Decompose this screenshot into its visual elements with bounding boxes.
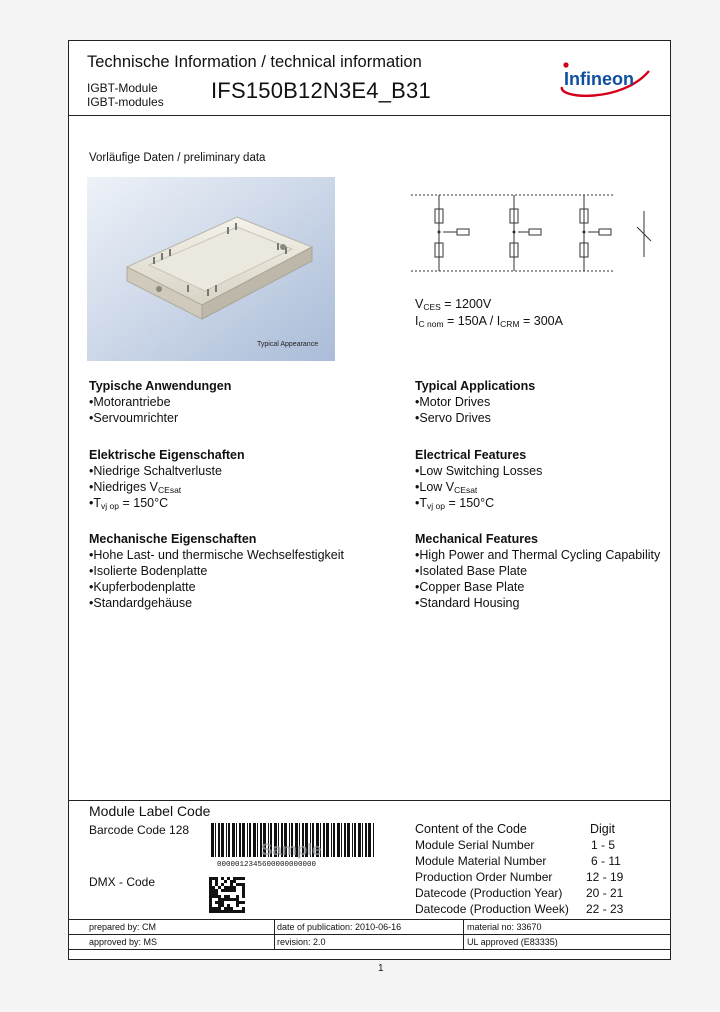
datamatrix-cell <box>224 907 227 910</box>
datamatrix-cell <box>215 901 218 904</box>
code-row-digit: 20 - 21 <box>586 886 624 900</box>
code-row-name: Module Serial Number <box>415 838 535 852</box>
datamatrix-cell <box>230 907 233 910</box>
barcode-bar <box>232 823 235 857</box>
datamatrix-cell <box>215 883 218 886</box>
barcode-bar <box>373 823 374 857</box>
datamatrix-cell <box>209 904 212 907</box>
barcode-bar <box>362 823 363 857</box>
barcode-bar <box>347 823 350 857</box>
list-item: • Motor Drives <box>415 395 490 409</box>
datamatrix-cell <box>233 886 236 889</box>
datamatrix-cell <box>236 904 239 907</box>
header-divider <box>69 115 670 116</box>
list-item: • Copper Base Plate <box>415 580 524 594</box>
code-row-digit: 6 - 11 <box>591 854 621 868</box>
list-item: • Low Switching Losses <box>415 464 542 478</box>
datamatrix-cell <box>227 886 230 889</box>
datamatrix-cell <box>239 883 242 886</box>
datamatrix-cell <box>218 904 221 907</box>
footer-row <box>69 934 670 950</box>
label-divider <box>69 800 670 801</box>
barcode-bar <box>242 823 245 857</box>
section-heading-applications-en: Typical Applications <box>415 379 536 393</box>
datamatrix-cell <box>233 898 236 901</box>
datamatrix-cell <box>212 886 215 889</box>
datamatrix-cell <box>230 886 233 889</box>
datamatrix-cell <box>236 877 239 880</box>
section-heading-mechanical-de: Mechanische Eigenschaften <box>89 532 257 546</box>
datamatrix-cell <box>242 910 245 913</box>
barcode-bar <box>354 823 356 857</box>
datamatrix-cell <box>212 892 215 895</box>
datamatrix-cell <box>236 910 239 913</box>
datamatrix-cell <box>233 880 236 883</box>
barcode-bar <box>368 823 371 857</box>
datamatrix-cell <box>230 898 233 901</box>
barcode-bar <box>253 823 256 857</box>
barcode-bar <box>333 823 335 857</box>
datamatrix-cell <box>230 880 233 883</box>
datamatrix-cell <box>212 907 215 910</box>
content-heading: Content of the Code <box>415 822 527 836</box>
code-row-name: Production Order Number <box>415 870 553 884</box>
datamatrix-cell <box>209 907 212 910</box>
datamatrix-cell <box>218 901 221 904</box>
digit-heading: Digit <box>590 822 616 836</box>
datamatrix-cell <box>236 898 239 901</box>
part-number: IFS150B12N3E4_B31 <box>211 78 431 103</box>
datamatrix-cell <box>218 886 221 889</box>
list-item: • Isolierte Bodenplatte <box>89 564 207 578</box>
barcode-bar <box>211 823 214 857</box>
datamatrix-cell <box>212 889 215 892</box>
datamatrix-cell <box>239 877 242 880</box>
datamatrix-cell <box>215 889 218 892</box>
spec-vces: $V_{CES} = 1200V$ <box>415 297 492 312</box>
barcode-bar <box>337 823 340 857</box>
barcode-bar <box>218 823 220 857</box>
barcode-bar <box>221 823 224 857</box>
list-item: • High Power and Thermal Cycling Capability <box>415 548 660 562</box>
list-item: • Standard Housing <box>415 596 519 610</box>
datamatrix-cell <box>233 910 236 913</box>
datamatrix-cell <box>227 898 230 901</box>
datamatrix-cell <box>227 910 230 913</box>
section-heading-electrical-en: Electrical Features <box>415 448 527 462</box>
list-item: • Isolated Base Plate <box>415 564 527 578</box>
barcode-label: Barcode Code 128 <box>89 823 190 837</box>
barcode-bar <box>257 823 258 857</box>
datamatrix-cell <box>221 877 224 880</box>
barcode-bar <box>215 823 216 857</box>
datamatrix-cell <box>242 892 245 895</box>
datamatrix-cell <box>242 889 245 892</box>
datamatrix-cell <box>218 895 221 898</box>
dmx-label: DMX - Code <box>89 875 156 889</box>
datamatrix-cell <box>230 910 233 913</box>
datamatrix-cell <box>224 898 227 901</box>
datamatrix-cell <box>239 910 242 913</box>
datamatrix-cell <box>209 910 212 913</box>
list-item: • $T_{vj op} = 150^\circ C$ <box>415 496 494 511</box>
page-title: Technische Information / technical information <box>87 53 422 71</box>
code-row-name: Datecode (Production Week) <box>415 902 569 916</box>
datamatrix-cell <box>215 877 218 880</box>
datamatrix-cell <box>227 889 230 892</box>
section-heading-electrical-de: Elektrische Eigenschaften <box>89 448 245 462</box>
barcode-bar <box>249 823 251 857</box>
list-item: • Standardgehäuse <box>89 596 192 610</box>
datamatrix-cell <box>242 907 245 910</box>
barcode-bar <box>239 823 241 857</box>
subtitle-de: IGBT-Module <box>87 81 158 95</box>
datamatrix-cell <box>209 883 212 886</box>
circuit-diagram <box>409 191 659 279</box>
barcode-bar <box>344 823 346 857</box>
datamatrix-cell <box>224 889 227 892</box>
code-row-name: Module Material Number <box>415 854 547 868</box>
datamatrix-cell <box>221 898 224 901</box>
datamatrix-cell <box>236 901 239 904</box>
logo-text: Infineon <box>564 69 634 89</box>
datamatrix-cell <box>227 907 230 910</box>
datamatrix-cell <box>230 883 233 886</box>
datamatrix-cell <box>236 895 239 898</box>
code-row-digit: 22 - 23 <box>586 902 624 916</box>
datamatrix-cell <box>209 886 212 889</box>
module-photo <box>87 177 335 361</box>
datamatrix-cell <box>227 904 230 907</box>
page-number: 1 <box>378 963 384 974</box>
list-item: • Niedriges $V_{CEsat}$ <box>89 480 181 495</box>
barcode-bar <box>365 823 367 857</box>
datamatrix-cell <box>221 889 224 892</box>
datamatrix-cell <box>236 883 239 886</box>
ul-approval: UL approved (E83335) <box>467 937 558 947</box>
datamatrix-cell <box>230 889 233 892</box>
datamatrix-cell <box>224 910 227 913</box>
list-item: • Hohe Last- und thermische Wechselfestigkeit <box>89 548 344 562</box>
datamatrix-cell <box>215 907 218 910</box>
datamatrix-cell <box>224 886 227 889</box>
barcode-bar <box>341 823 342 857</box>
code-row-name: Datecode (Production Year) <box>415 886 563 900</box>
list-item: • $T_{vj op} = 150^\circ C$ <box>89 496 168 511</box>
preliminary-note: Vorläufige Daten / preliminary data <box>89 152 266 164</box>
approved-by: approved by: MS <box>89 937 158 947</box>
datamatrix-cell <box>227 877 230 880</box>
datamatrix-cell <box>215 910 218 913</box>
list-item: • Servoumrichter <box>89 411 178 425</box>
footer-table <box>69 919 670 949</box>
datamatrix-cell <box>212 895 215 898</box>
barcode-bar <box>236 823 237 857</box>
barcode-bar <box>226 823 227 857</box>
datamatrix-cell <box>209 889 212 892</box>
datamatrix-cell <box>218 910 221 913</box>
datamatrix-cell <box>224 880 227 883</box>
revision: revision: 2.0 <box>277 937 326 947</box>
datamatrix-cell <box>209 877 212 880</box>
subtitle-en: IGBT-modules <box>87 95 164 109</box>
date-of-publication: date of publication: 2010-06-16 <box>277 922 402 932</box>
datasheet-page <box>68 40 671 960</box>
list-item: • Low $V_{CEsat}$ <box>415 480 477 495</box>
photo-caption: Typical Appearance <box>257 341 319 348</box>
datamatrix-cell <box>233 877 236 880</box>
prepared-by: prepared by: CM <box>89 922 157 932</box>
code-row-digit: 12 - 19 <box>586 870 624 884</box>
barcode-bar <box>228 823 230 857</box>
datamatrix-cell <box>242 886 245 889</box>
datamatrix-cell <box>209 892 212 895</box>
datamatrix-cell <box>224 895 227 898</box>
datamatrix-cell <box>242 901 245 904</box>
datamatrix-cell <box>218 907 221 910</box>
barcode-bar <box>326 823 329 857</box>
material-no: material no: 33670 <box>467 922 542 932</box>
section-heading-mechanical-en: Mechanical Features <box>415 532 538 546</box>
barcode-digits: 0000012345600000000000 <box>217 861 317 867</box>
datamatrix-cell <box>221 883 224 886</box>
list-item: • Servo Drives <box>415 411 491 425</box>
datamatrix-cell <box>239 901 242 904</box>
datamatrix-cell <box>242 883 245 886</box>
code-row-digit: 1 - 5 <box>591 838 616 852</box>
barcode-bar <box>358 823 361 857</box>
datamatrix-cell <box>218 898 221 901</box>
list-item: • Kupferbodenplatte <box>89 580 196 594</box>
list-item: • Motorantriebe <box>89 395 171 409</box>
datamatrix-cell <box>215 892 218 895</box>
datamatrix-cell <box>209 880 212 883</box>
datamatrix-cell <box>215 880 218 883</box>
datamatrix-cell <box>209 898 212 901</box>
datamatrix-cell <box>227 895 230 898</box>
barcode-bar <box>247 823 248 857</box>
section-heading-applications-de: Typische Anwendungen <box>89 379 232 393</box>
barcode-bar <box>331 823 332 857</box>
label-code-title: Module Label Code <box>89 803 211 819</box>
datamatrix-cell <box>212 910 215 913</box>
list-item: • Niedrige Schaltverluste <box>89 464 222 478</box>
datamatrix-cell <box>242 877 245 880</box>
infineon-logo <box>552 57 652 101</box>
datamatrix-cell <box>212 877 215 880</box>
datamatrix-cell <box>209 901 212 904</box>
datamatrix-code <box>209 877 245 913</box>
barcode-bar <box>323 823 325 857</box>
datamatrix-cell <box>221 901 224 904</box>
datamatrix-cell <box>221 910 224 913</box>
datamatrix-cell <box>221 904 224 907</box>
datamatrix-cell <box>233 889 236 892</box>
barcode-bar <box>352 823 353 857</box>
barcode-image <box>209 821 379 867</box>
datamatrix-cell <box>242 895 245 898</box>
barcode-watermark: Sample <box>261 840 322 859</box>
datamatrix-cell <box>209 895 212 898</box>
datamatrix-cell <box>215 895 218 898</box>
spec-ic: $I_{C nom} = 150A / I_{CRM} = 300A$ <box>415 314 563 329</box>
footer-row <box>69 919 670 934</box>
